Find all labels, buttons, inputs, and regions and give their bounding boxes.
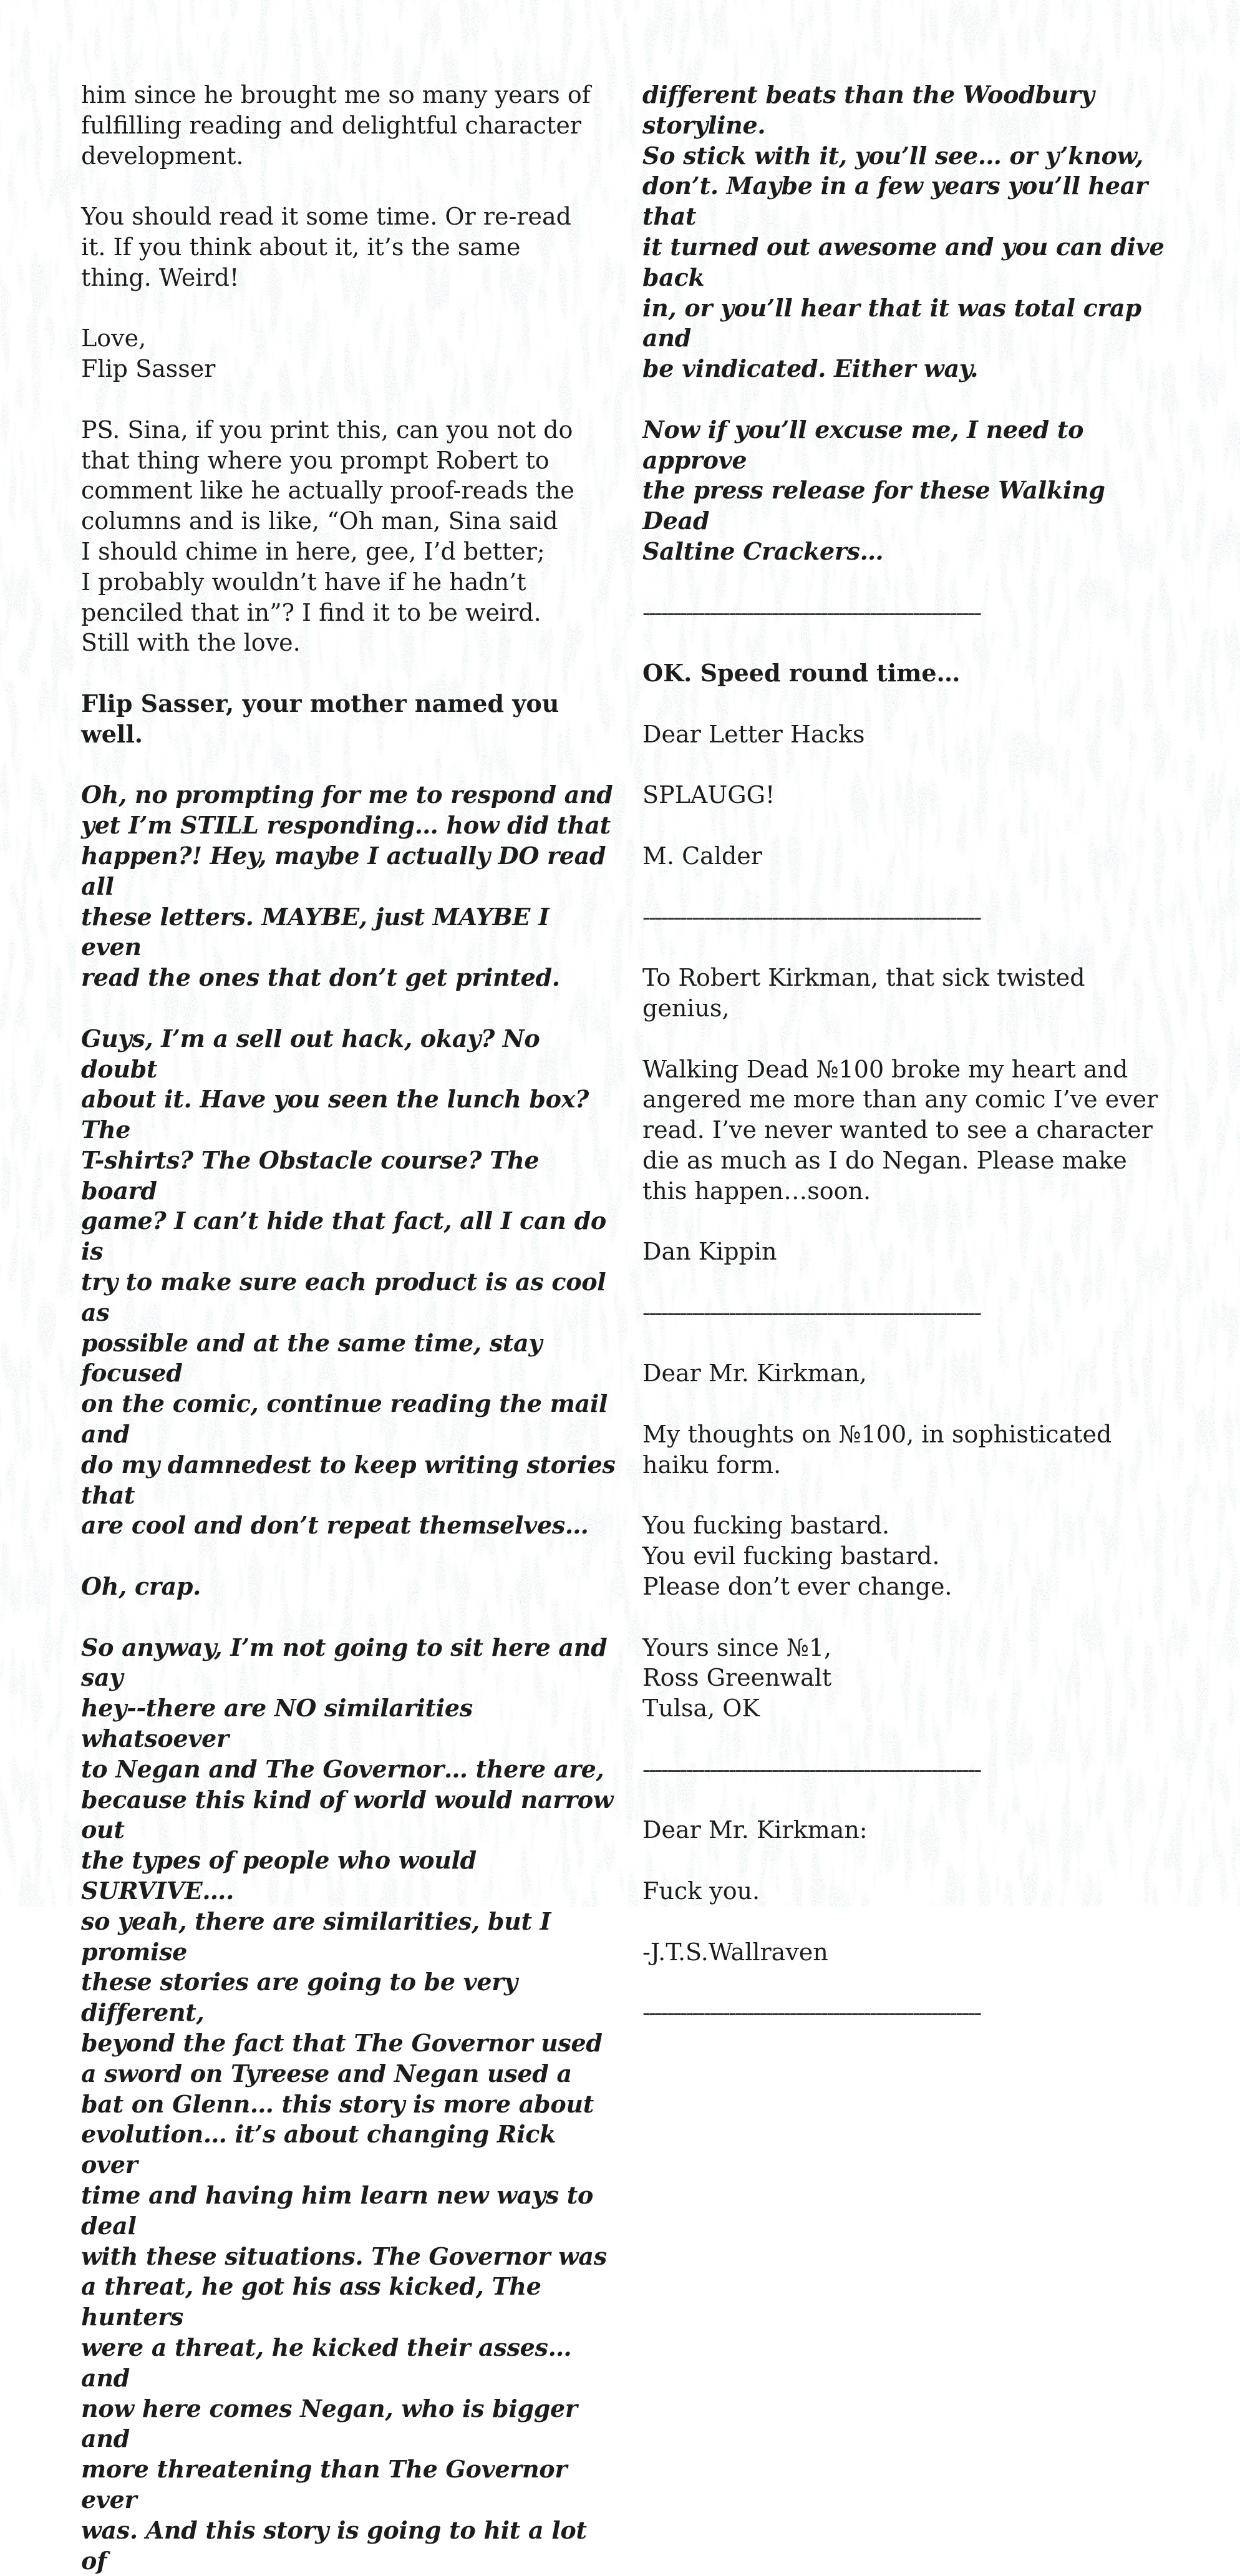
right-letter-paragraph: M. Calder xyxy=(642,842,762,870)
right-response-paragraph: different beats than the Woodbury storyline. So stick with it, you’ll see… or y’know, don’t. Maybe in a few years you’ll hear that it turned out awesome and you can dive back in, or you’ll hear that it was total crap and be vindicated. Either way. xyxy=(642,80,1165,383)
right-letter-paragraph: Dear Mr. Kirkman: xyxy=(642,1816,868,1844)
left-response-paragraph: Guys, I’m a sell out hack, okay? No doubt about it. Have you seen the lunch box? The T-shirts? The Obstacle course? The board game? I can’t hide that fact, all I can do is try to make sure each product is as cool as possible and at the same time, stay focused on the comic, continue reading the mail and do my damnedest to keep writing stories that are cool and don’t repeat themselves… xyxy=(81,1024,616,1540)
left-response-paragraph: Oh, crap. xyxy=(81,1572,201,1601)
left-column xyxy=(81,80,618,2576)
right-divider: ------------------------------------------------------- xyxy=(642,1999,981,2027)
left-letter-paragraph: PS. Sina, if you print this, can you not do that thing where you prompt Robert to comment like he actually proof-reads the columns and is like, “Oh man, Sina said I should chime in here, gee, I’d better; I probably wouldn’t have if he hadn’t penciled that in”? I find it to be weird. Still with the love. xyxy=(81,416,574,657)
right-response-paragraph: Now if you’ll excuse me, I need to approve the press release for these Walking Dead Saltine Crackers… xyxy=(642,415,1105,565)
right-letter-paragraph: Walking Dead №100 broke my heart and angered me more than any comic I’ve ever read. I’ve never wanted to see a character die as much as I do Negan. Please make this happen…soon. xyxy=(642,1055,1158,1205)
right-letter-paragraph: My thoughts on №100, in sophisticated haiku form. xyxy=(642,1421,1112,1479)
right-letter-paragraph: Yours since №1, Ross Greenwalt Tulsa, OK xyxy=(642,1633,832,1723)
left-heading: Flip Sasser, your mother named you well. xyxy=(81,689,559,748)
right-divider: ------------------------------------------------------- xyxy=(642,903,981,931)
left-response-paragraph: So anyway, I’m not going to sit here and say hey--there are NO similarities whatsoever to Negan and The Governor… there are, because this kind of world would narrow out the types of people who would SURVIVE…. so yeah, there are similarities, but I promise these stories are going to be very different, beyond the fact that The Governor used a sword on Tyreese and Negan used a bat on Glenn… this story is more about evolution… it’s about changing Rick over time and having him learn new ways to deal with these situations. The Governor was a threat, he got his ass kicked, The hunters were a threat, he kicked their asses… and now here comes Negan, who is bigger and more threatening than The Governor ever was. And this story is going to hit a lot of xyxy=(81,1633,614,2575)
right-letter-paragraph: You fucking bastard. You evil fucking bastard. Please don’t ever change. xyxy=(642,1512,952,1601)
right-letter-paragraph: Dear Letter Hacks xyxy=(642,720,865,748)
right-letter-paragraph: Dear Mr. Kirkman, xyxy=(642,1359,867,1388)
left-letter-paragraph: Love, Flip Sasser xyxy=(81,324,216,383)
left-letter-paragraph: him since he brought me so many years of fulfilling reading and delightful character development. xyxy=(81,81,591,170)
right-divider: ------------------------------------------------------- xyxy=(642,598,981,626)
right-letter-paragraph: Dan Kippin xyxy=(642,1238,777,1266)
right-divider: ------------------------------------------------------- xyxy=(642,1298,981,1326)
right-letter-paragraph: SPLAUGG! xyxy=(642,781,775,809)
right-letter-paragraph: To Robert Kirkman, that sick twisted genius, xyxy=(642,964,1085,1022)
left-response-paragraph: Oh, no prompting for me to respond and yet I’m STILL responding… how did that happen?! Hey, maybe I actually DO read all these letters. MAYBE, just MAYBE I even read the ones that don’t get printed. xyxy=(81,780,613,992)
right-divider: ------------------------------------------------------- xyxy=(642,1755,981,1783)
right-column xyxy=(642,80,1179,2059)
left-letter-paragraph: You should read it some time. Or re-read it. If you think about it, it’s the same thing. Weird! xyxy=(81,203,571,291)
right-letter-paragraph: Fuck you. xyxy=(642,1877,760,1905)
right-heading: OK. Speed round time… xyxy=(642,659,961,688)
right-letter-paragraph: -J.T.S.Wallraven xyxy=(642,1938,828,1966)
